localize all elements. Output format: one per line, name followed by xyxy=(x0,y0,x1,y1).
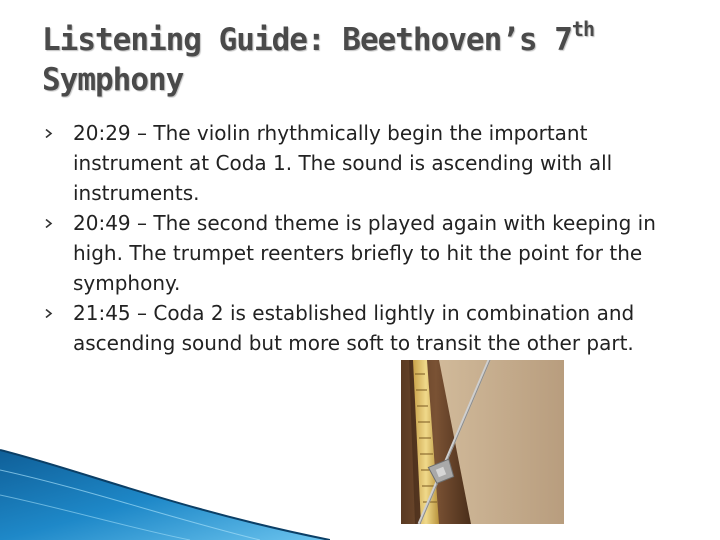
bullet-text: 21:45 – Coda 2 is established lightly in combination and ascending sound but more soft to transit the other part. xyxy=(73,301,635,355)
bullet-item xyxy=(44,208,684,298)
title-superscript: th xyxy=(571,17,595,41)
bullet-arrow-icon xyxy=(44,129,53,138)
title-line1: Listening Guide: Beethoven’s 7 xyxy=(42,22,572,58)
metronome-photo xyxy=(401,360,564,524)
bullet-arrow-icon xyxy=(44,309,53,318)
decorative-corner-swoosh xyxy=(0,440,330,540)
bullet-item xyxy=(44,298,684,358)
bullet-text: 20:29 – The violin rhythmically begin the important instrument at Coda 1. The sound is ascending with all instruments. xyxy=(73,121,613,205)
title-line2: Symphony xyxy=(42,62,184,98)
bullet-list xyxy=(44,118,684,358)
slide-title xyxy=(42,17,682,100)
bullet-item xyxy=(44,118,684,208)
bullet-arrow-icon xyxy=(44,219,53,228)
bullet-text: 20:49 – The second theme is played again with keeping in high. The trumpet reenters briefly to hit the point for the symphony. xyxy=(73,211,656,295)
